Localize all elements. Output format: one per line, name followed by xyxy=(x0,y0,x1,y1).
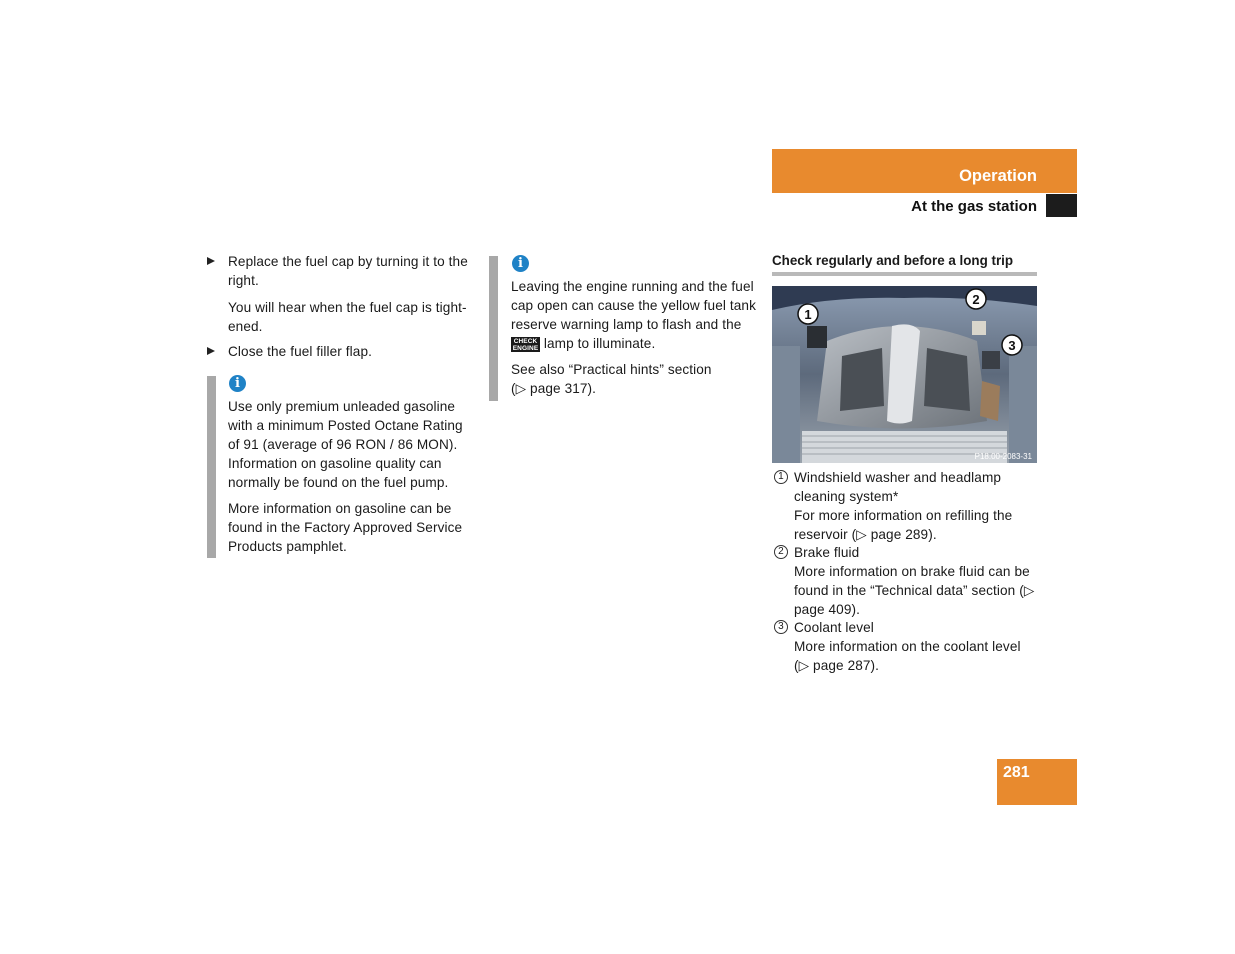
info-box-text xyxy=(511,277,756,405)
section-heading: Check regularly and before a long trip xyxy=(772,253,1037,276)
legend-detail: More information on brake fluid can be found in the “Technical data” section (▷ page 409). xyxy=(794,564,1035,617)
info-paragraph xyxy=(511,277,756,353)
info-paragraph: More information on gasoline can be found in the Factory Approved Service Products pamphlet. xyxy=(228,501,463,554)
figure-callout-2 xyxy=(966,289,986,309)
info-box-bar xyxy=(489,256,498,401)
legend-item xyxy=(772,543,1042,619)
info-icon: i xyxy=(229,375,246,392)
legend-title: Brake fluid xyxy=(794,545,860,560)
subsection-title: At the gas station xyxy=(911,198,1037,215)
legend-number: 3 xyxy=(774,620,788,634)
legend-title: Windshield washer and headlamp cleaning system* xyxy=(794,470,1002,504)
page-number: 281 xyxy=(1003,764,1030,781)
info-box-bar xyxy=(207,376,216,558)
bullet-arrow-icon xyxy=(207,347,215,355)
info-text-segment: lamp to illuminate. xyxy=(543,336,656,351)
svg-text:1: 1 xyxy=(804,307,812,322)
subsection-marker xyxy=(1046,194,1077,217)
info-paragraph: See also “Practical hints” section (▷ page 317). xyxy=(511,362,712,396)
bullet-text: Close the fuel filler flap. xyxy=(228,344,372,359)
bullet-arrow-icon xyxy=(207,257,215,265)
info-icon: i xyxy=(512,255,529,272)
legend-item xyxy=(772,618,1042,675)
section-title: Operation xyxy=(959,167,1037,185)
figure-callout-1 xyxy=(798,304,818,324)
legend-title: Coolant level xyxy=(794,620,874,635)
legend-detail: More information on the coolant level (▷ page 287). xyxy=(794,639,1021,673)
bullet-text: Replace the fuel cap by turning it to the right. xyxy=(228,254,468,288)
section-header-tab xyxy=(772,149,1077,193)
figure-code: P18.00-2083-31 xyxy=(974,452,1032,461)
legend-number: 2 xyxy=(774,545,788,559)
bullet-note: You will hear when the fuel cap is tight-ened. xyxy=(228,300,467,334)
svg-text:2: 2 xyxy=(972,292,980,307)
info-text-segment: Leaving the engine running and the fuel cap open can cause the yellow fuel tank reserve warning lamp to flash and the xyxy=(511,279,756,332)
info-paragraph: Use only premium unleaded gasoline with a minimum Posted Octane Rating of 91 (average of 96 RON / 86 MON). Information on gasoline quality can normally be found on the fuel pump. xyxy=(228,399,463,490)
page-number-tab xyxy=(997,759,1077,805)
svg-text:3: 3 xyxy=(1008,338,1016,353)
bullet-item xyxy=(207,252,477,336)
check-engine-lamp-icon: CHECK ENGINE xyxy=(512,338,539,352)
info-box-text xyxy=(228,397,478,563)
legend-number: 1 xyxy=(774,470,788,484)
legend-detail: For more information on refilling the reservoir (▷ page 289). xyxy=(794,508,1013,542)
legend-item xyxy=(772,468,1042,544)
engine-compartment-image xyxy=(772,286,1037,463)
bullet-item xyxy=(207,342,477,361)
figure-callout-3 xyxy=(1002,335,1022,355)
